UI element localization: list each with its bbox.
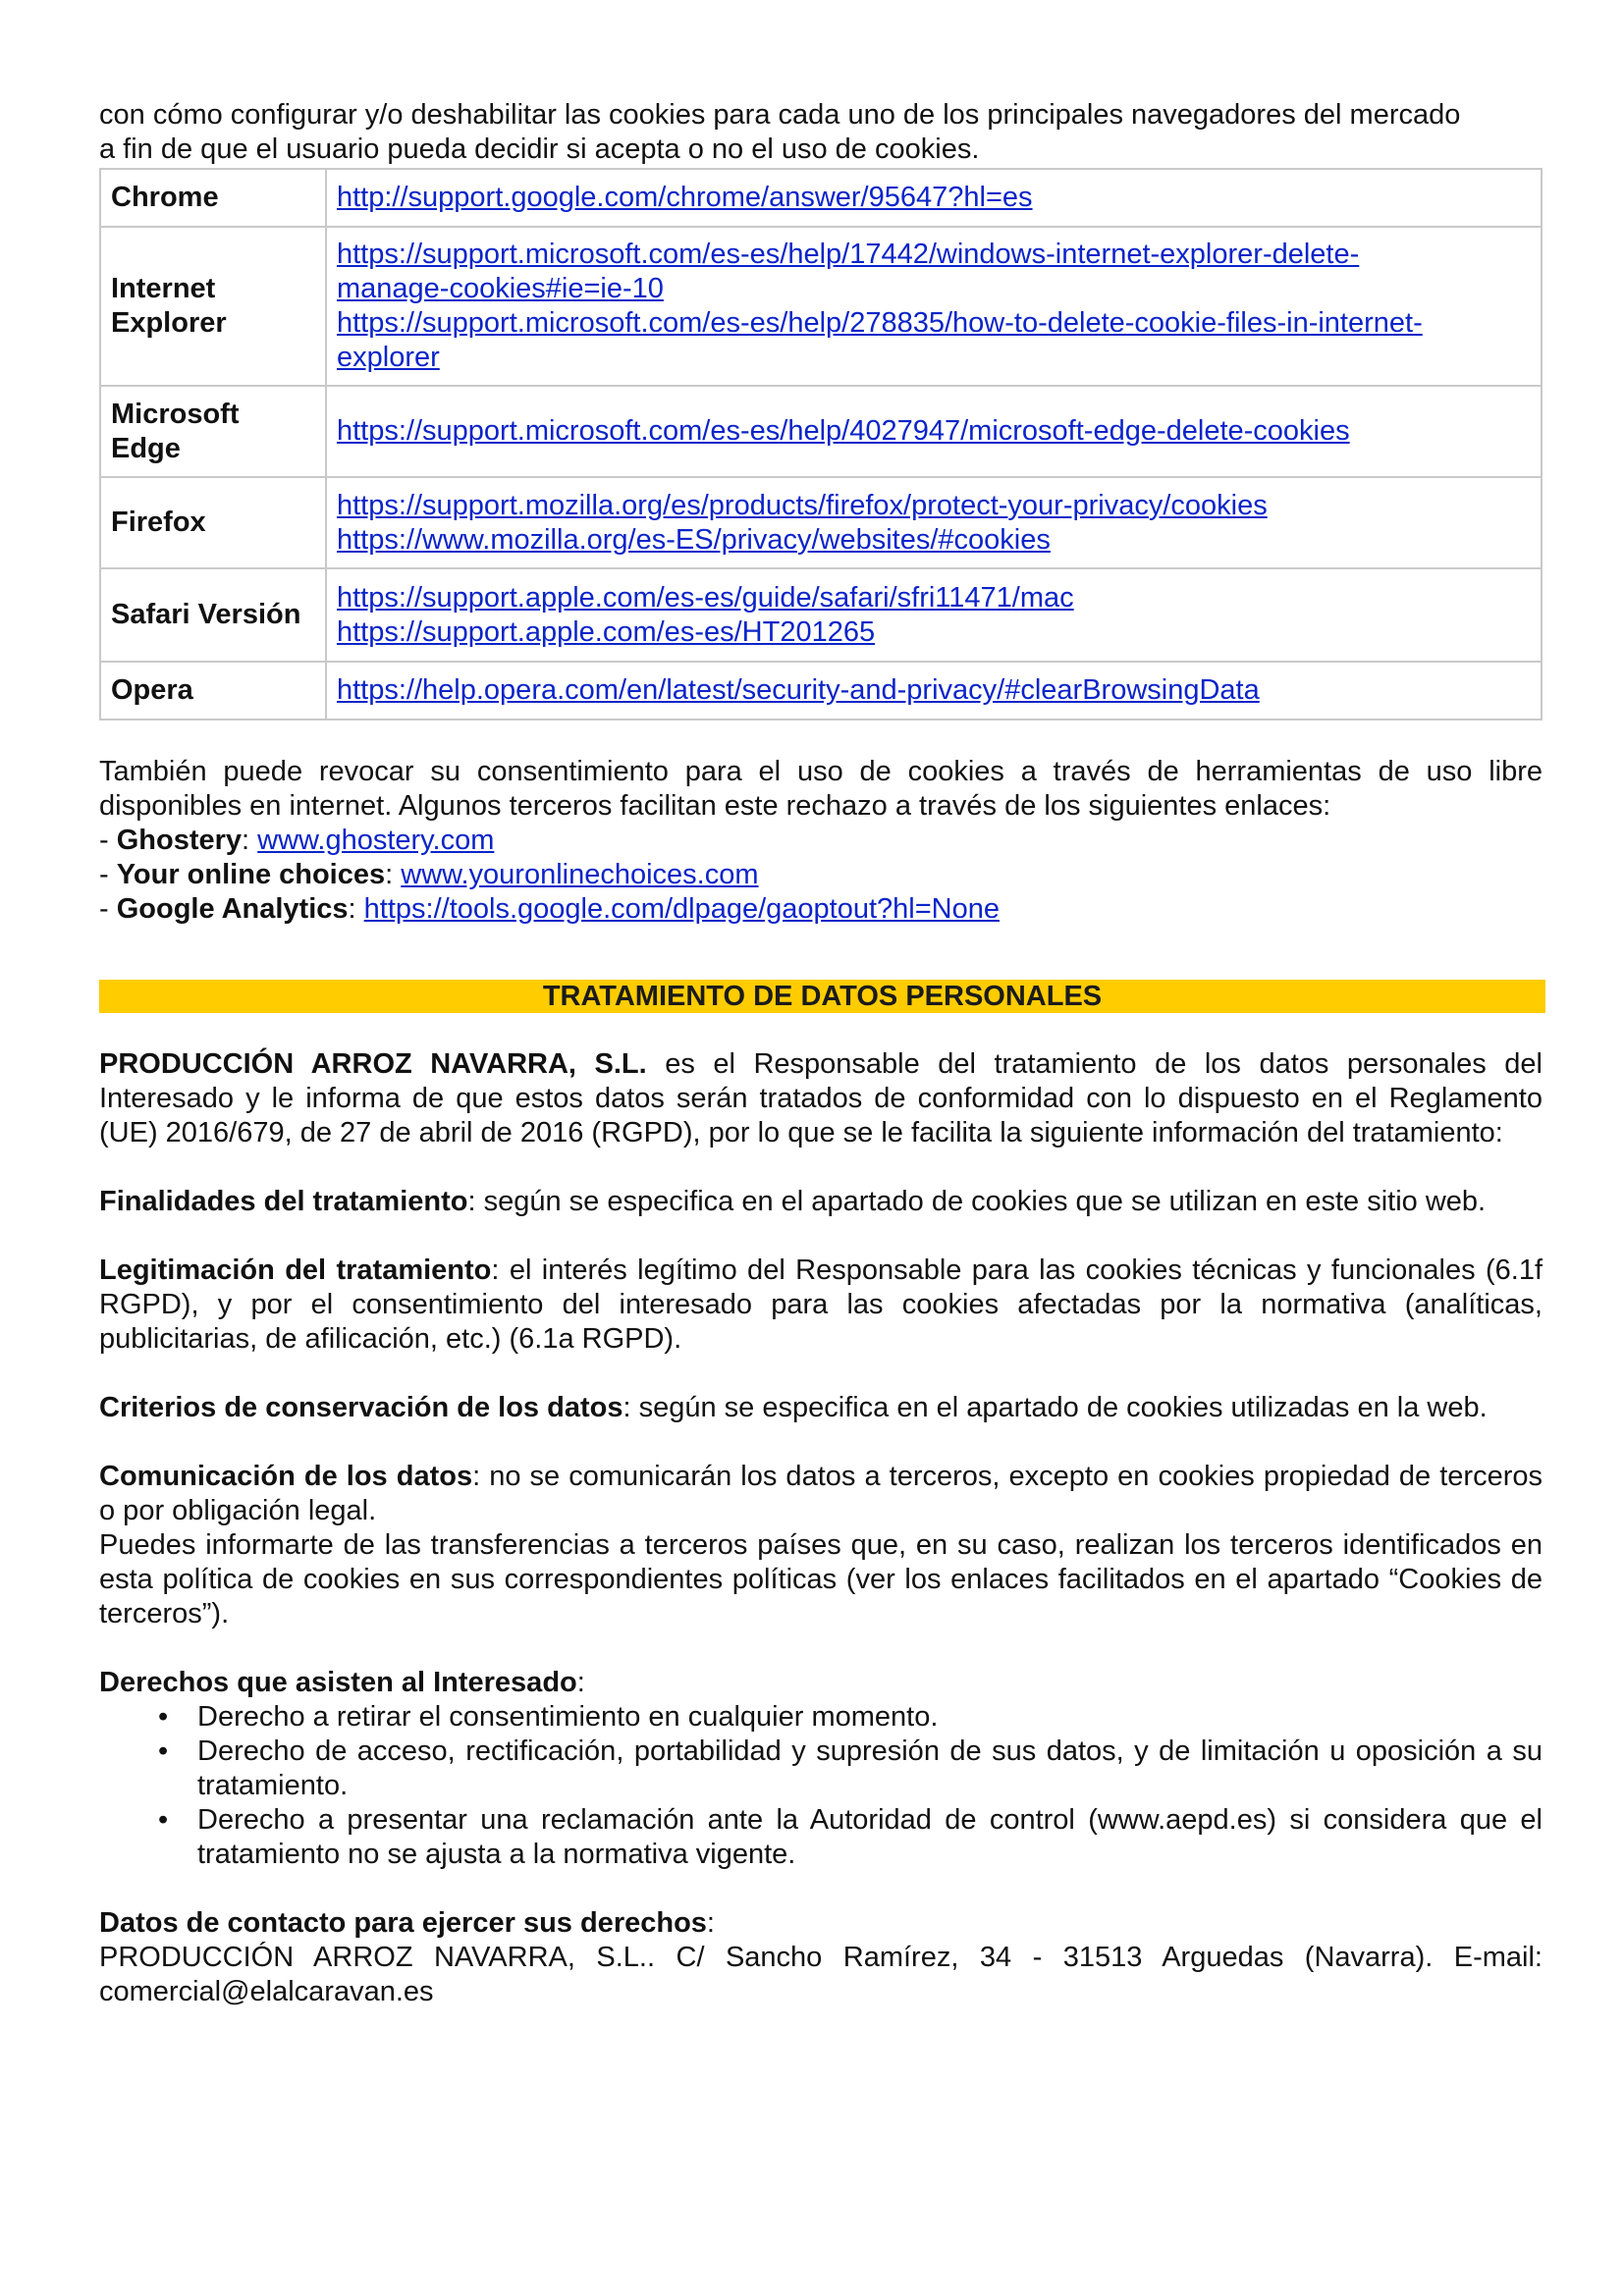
list-sep: : — [242, 825, 258, 856]
browser-link[interactable]: https://help.opera.com/en/latest/security-and-privacy/#clearBrowsingData — [337, 674, 1260, 706]
list-prefix: - — [99, 893, 117, 925]
list-prefix: - — [99, 859, 117, 890]
list-prefix: - — [99, 825, 117, 856]
browser-link[interactable]: https://support.microsoft.com/es-es/help/4027947/microsoft-edge-delete-cookies — [337, 415, 1350, 447]
tool-name: Google Analytics — [116, 893, 349, 925]
list-item — [99, 824, 1543, 858]
conservacion-text: : según se especifica en el apartado de cookies utilizadas en la web. — [623, 1392, 1488, 1423]
document-page — [99, 98, 1543, 2009]
derechos-colon: : — [576, 1667, 585, 1698]
browser-name: Firefox — [100, 477, 326, 568]
right-text: Derecho de acceso, rectificación, portabilidad y supresión de sus datos, y de limitación u oposición a su tratamiento. — [197, 1735, 1543, 1801]
contacto-label: Datos de contacto para ejercer sus derechos — [99, 1907, 707, 1939]
tool-link[interactable]: https://tools.google.com/dlpage/gaoptout?hl=None — [363, 893, 1000, 925]
list-sep: : — [348, 893, 364, 925]
browser-cookie-table — [99, 168, 1543, 721]
derechos-label: Derechos que asisten al Interesado — [99, 1667, 577, 1698]
browser-links — [326, 386, 1542, 477]
browser-links — [326, 568, 1542, 662]
finalidades-label: Finalidades del tratamiento — [99, 1186, 468, 1217]
rights-list — [99, 1700, 1543, 1872]
section-heading: TRATAMIENTO DE DATOS PERSONALES — [99, 980, 1545, 1013]
legitimacion-text: : el interés legítimo del Responsable para las cookies técnicas y funcionales (6.1f RGPD), y por el consentimiento del interesado para las cookies afectadas por la normativa (analíticas, publicitarias, de afilicación, etc.) (6.1a RGPD). — [99, 1255, 1543, 1355]
table-row — [100, 662, 1542, 720]
tool-name: Your online choices — [116, 859, 386, 890]
table-row — [100, 477, 1542, 568]
list-item — [99, 1735, 1543, 1803]
finalidades-text: : según se especifica en el apartado de cookies que se utilizan en este sitio web. — [467, 1186, 1487, 1217]
browser-name: Microsoft Edge — [100, 386, 326, 477]
conservacion-label: Criterios de conservación de los datos — [99, 1392, 623, 1423]
browser-name: Safari Versión — [100, 568, 326, 662]
table-row — [100, 568, 1542, 662]
intro-line-1: con cómo configurar y/o deshabilitar las cookies para cada uno de los principales navegadores del mercado — [99, 99, 1461, 131]
browser-name: Chrome — [100, 169, 326, 227]
table-row — [100, 386, 1542, 477]
tool-link[interactable]: www.ghostery.com — [257, 825, 495, 856]
table-row — [100, 169, 1542, 227]
browser-name: Opera — [100, 662, 326, 720]
browser-links — [326, 477, 1542, 568]
list-sep: : — [385, 859, 402, 890]
browser-link[interactable]: https://www.mozilla.org/es-ES/privacy/websites/#cookies — [337, 523, 1051, 556]
transferencias-paragraph: Puedes informarte de las transferencias a terceros países que, en su caso, realizan los terceros identificados en esta política de cookies en sus correspondientes políticas (ver los enlaces facilitados en el apartado “Cookies de terceros”). — [99, 1529, 1543, 1629]
browser-links — [326, 227, 1542, 386]
bullet-icon: • — [158, 1701, 169, 1733]
intro-paragraph — [99, 98, 1543, 167]
bullet-icon: • — [158, 1735, 169, 1767]
browser-name: Internet Explorer — [100, 227, 326, 386]
list-item — [99, 892, 1543, 927]
right-text: Derecho a retirar el consentimiento en cualquier momento. — [197, 1701, 939, 1733]
intro-line-2: a fin de que el usuario pueda decidir si acepta o no el uso de cookies. — [99, 133, 980, 165]
browser-link[interactable]: http://support.google.com/chrome/answer/95647?hl=es — [337, 182, 1033, 213]
responsable-paragraph — [99, 1047, 1543, 1150]
comunicacion-paragraph — [99, 1460, 1543, 1528]
optout-tools — [99, 755, 1543, 927]
finalidades-paragraph — [99, 1185, 1543, 1219]
derechos-heading — [99, 1666, 1543, 1700]
bullet-icon: • — [158, 1804, 169, 1836]
tool-name: Ghostery — [116, 825, 243, 856]
comunicacion-text: : no se comunicarán los datos a terceros, excepto en cookies propiedad de terceros o por obligación legal. — [99, 1461, 1543, 1526]
legitimacion-label: Legitimación del tratamiento — [99, 1255, 492, 1286]
browser-link[interactable]: https://support.microsoft.com/es-es/help/278835/how-to-delete-cookie-files-in-internet-explorer — [337, 307, 1423, 373]
responsable-text: es el Responsable del tratamiento de los datos personales del Interesado y le informa de que estos datos serán tratados de conformidad con lo dispuesto en el Reglamento (UE) 2016/679, de 27 de abril de 2016 (RGPD), por lo que se le facilita la siguiente información del tratamiento: — [99, 1048, 1543, 1148]
tool-link[interactable]: www.youronlinechoices.com — [401, 859, 759, 890]
table-row — [100, 227, 1542, 386]
list-item — [99, 1803, 1543, 1872]
right-text: Derecho a presentar una reclamación ante la Autoridad de control (www.aepd.es) si considera que el tratamiento no se ajusta a la normativa vigente. — [197, 1804, 1543, 1870]
browser-link[interactable]: https://support.apple.com/es-es/HT201265 — [337, 615, 876, 648]
browser-links — [326, 169, 1542, 227]
contacto-text: PRODUCCIÓN ARROZ NAVARRA, S.L.. C/ Sancho Ramírez, 34 - 31513 Arguedas (Navarra). E-mail: comercial@elalcaravan.es — [99, 1942, 1543, 2007]
browser-link[interactable]: https://support.microsoft.com/es-es/help/17442/windows-internet-explorer-delete-manage-cookies#ie=ie-10 — [337, 239, 1360, 304]
browser-link[interactable]: https://support.apple.com/es-es/guide/safari/sfri11471/mac — [337, 581, 1074, 614]
comunicacion-label: Comunicación de los datos — [99, 1461, 473, 1492]
list-item — [99, 1700, 1543, 1735]
company-name: PRODUCCIÓN ARROZ NAVARRA, S.L. — [99, 1048, 647, 1080]
contacto-heading — [99, 1906, 1543, 1941]
list-item — [99, 858, 1543, 892]
legitimacion-paragraph — [99, 1254, 1543, 1357]
contacto-colon: : — [706, 1907, 715, 1939]
conservacion-paragraph — [99, 1391, 1543, 1425]
tools-intro: También puede revocar su consentimiento para el uso de cookies a través de herramientas de uso libre disponibles en internet. Algunos terceros facilitan este rechazo a través de los siguientes enlaces: — [99, 756, 1543, 822]
browser-links — [326, 662, 1542, 720]
browser-link[interactable]: https://support.mozilla.org/es/products/firefox/protect-your-privacy/cookies — [337, 489, 1268, 521]
